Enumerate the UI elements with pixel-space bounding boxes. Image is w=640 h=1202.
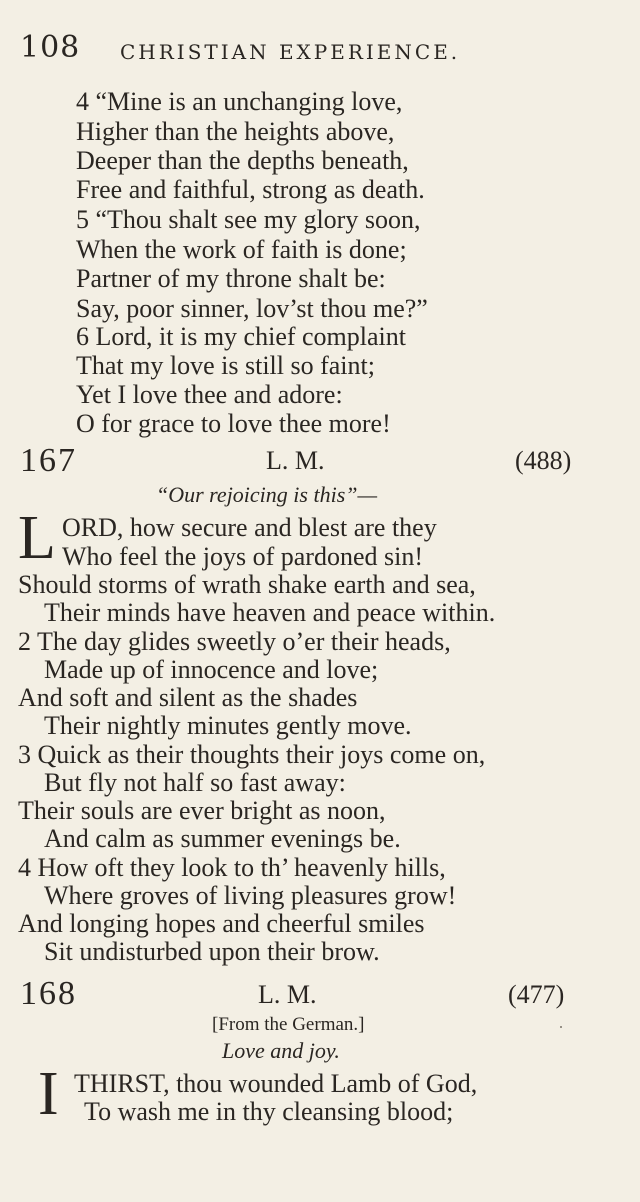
verse-line: Free and faithful, strong as death. <box>76 175 425 204</box>
verse-line: To wash me in thy cleansing blood; <box>84 1097 454 1126</box>
hymn-number: 168 <box>20 975 77 1012</box>
verse-line: Should storms of wrath shake earth and sea, <box>18 570 476 599</box>
drop-cap: I <box>38 1060 59 1128</box>
hymn-source-note: [From the German.] <box>212 1014 365 1035</box>
verse-line: 2 The day glides sweetly o’er their heads, <box>18 627 451 656</box>
paper-speck <box>560 1026 562 1028</box>
verse-line: Their nightly minutes gently move. <box>44 711 412 740</box>
verse-line: And soft and silent as the shades <box>18 683 358 712</box>
hymn-number: 167 <box>20 442 77 479</box>
hymn-subtitle: “Our rejoicing is this”— <box>156 482 378 507</box>
verse-line: 3 Quick as their thoughts their joys come on, <box>18 740 486 769</box>
verse-line: 5 “Thou shalt see my glory soon, <box>76 205 421 234</box>
verse-line: 4 “Mine is an unchanging love, <box>76 87 403 116</box>
verse-line: Where groves of living pleasures grow! <box>44 881 457 910</box>
verse-line: Yet I love thee and adore: <box>76 380 343 409</box>
verse-line: And longing hopes and cheerful smiles <box>18 909 425 938</box>
verse-line: 4 How oft they look to th’ heavenly hills, <box>18 853 446 882</box>
verse-line: That my love is still so faint; <box>76 351 375 380</box>
verse-line: Partner of my throne shalt be: <box>76 264 386 293</box>
verse-line: Higher than the heights above, <box>76 117 395 146</box>
verse-line: Their souls are ever bright as noon, <box>18 796 386 825</box>
verse-line: 6 Lord, it is my chief complaint <box>76 322 406 351</box>
running-title: CHRISTIAN EXPERIENCE. <box>120 40 461 64</box>
verse-line: Deeper than the depths beneath, <box>76 146 409 175</box>
verse-line: THIRST, thou wounded Lamb of God, <box>74 1069 478 1098</box>
verse-line: And calm as summer evenings be. <box>44 824 401 853</box>
verse-line: Say, poor sinner, lov’st thou me?” <box>76 294 428 323</box>
hymn-reference: (477) <box>508 980 565 1009</box>
verse-line: ORD, how secure and blest are they <box>62 513 437 542</box>
verse-line: Made up of innocence and love; <box>44 655 379 684</box>
page-number: 108 <box>20 30 81 65</box>
page-header <box>20 30 480 70</box>
verse-line: Who feel the joys of pardoned sin! <box>62 542 424 571</box>
hymn-meter: L. M. <box>266 446 325 475</box>
hymn-subtitle: Love and joy. <box>222 1038 340 1063</box>
verse-line: But fly not half so fast away: <box>44 768 346 797</box>
drop-cap: L <box>18 504 56 572</box>
verse-line: O for grace to love thee more! <box>76 409 391 438</box>
verse-line: When the work of faith is done; <box>76 235 407 264</box>
hymn-meter: L. M. <box>258 980 317 1009</box>
hymn-reference: (488) <box>515 446 572 475</box>
verse-line: Their minds have heaven and peace within. <box>44 598 496 627</box>
verse-line: Sit undisturbed upon their brow. <box>44 937 380 966</box>
